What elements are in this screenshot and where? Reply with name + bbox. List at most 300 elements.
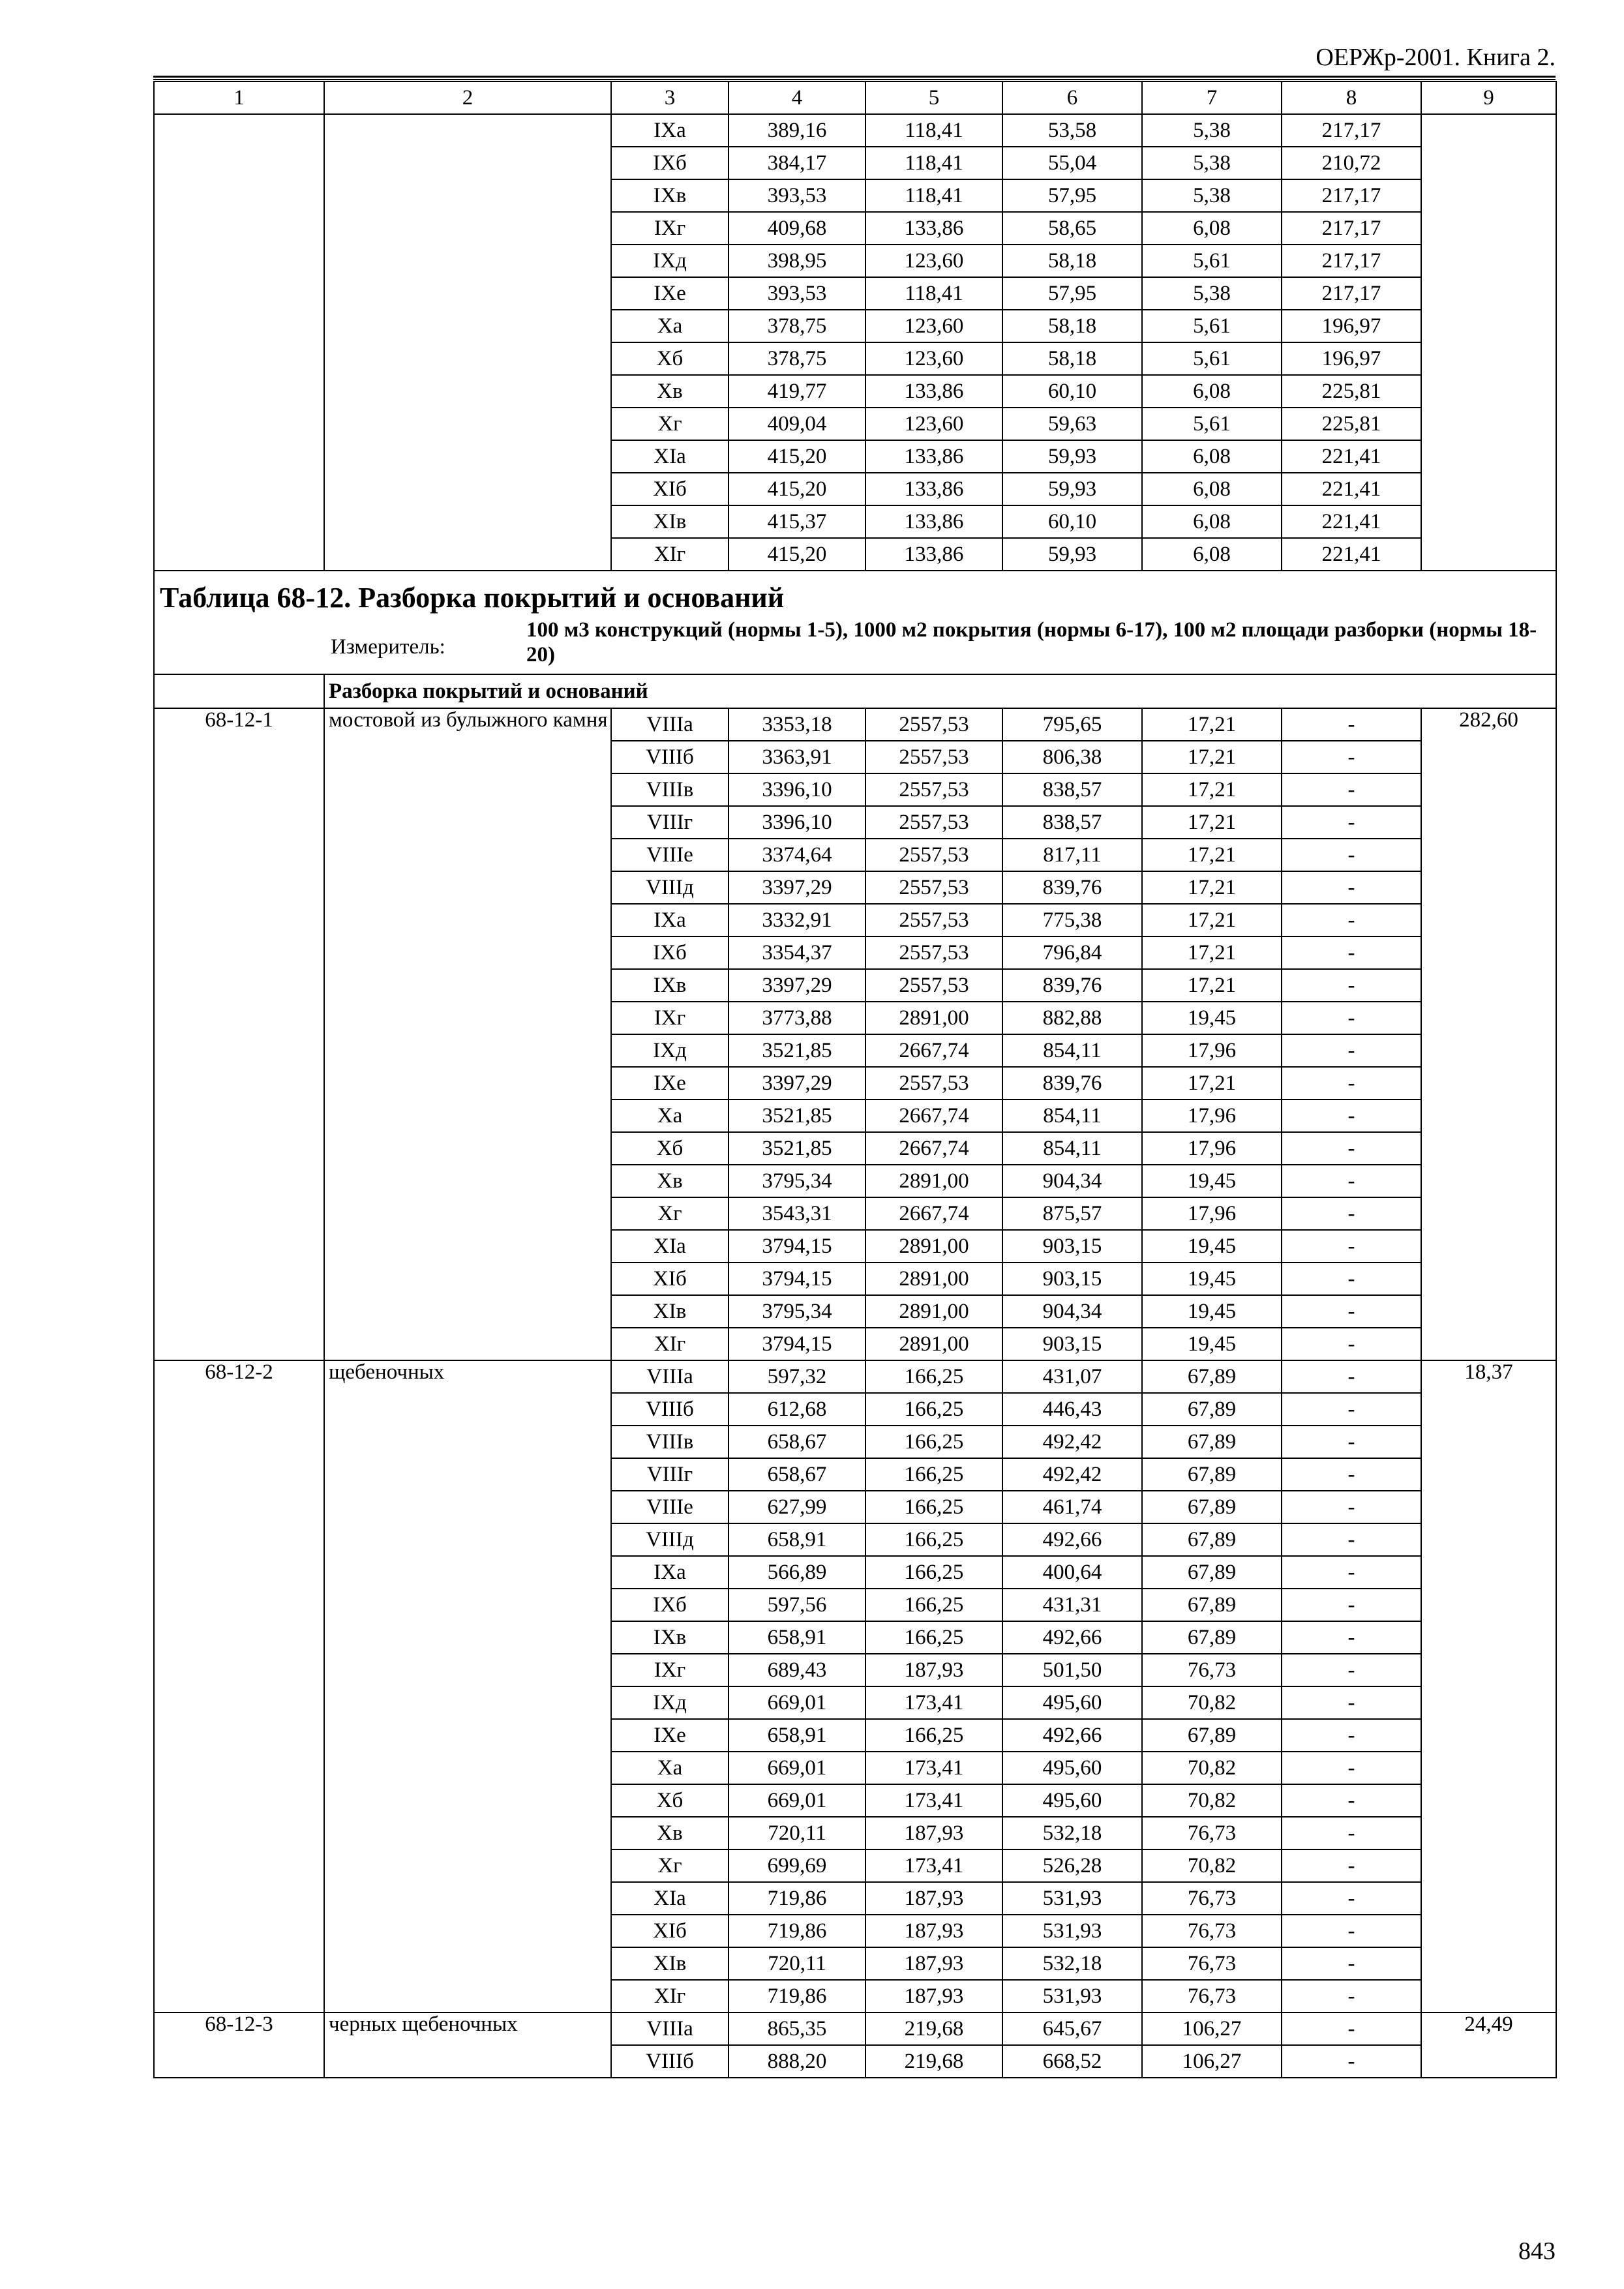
value-cell: IXг: [611, 1002, 729, 1034]
value-cell: 384,17: [729, 147, 865, 179]
value-cell: -: [1282, 1360, 1421, 1393]
value-cell: 76,73: [1142, 1654, 1282, 1686]
value-cell: 70,82: [1142, 1686, 1282, 1719]
value-cell: IXб: [611, 1589, 729, 1621]
value-cell: 720,11: [729, 1817, 865, 1849]
value-cell: 415,37: [729, 505, 865, 538]
value-cell: -: [1282, 741, 1421, 773]
value-cell: 612,68: [729, 1393, 865, 1426]
value-cell: XIб: [611, 1263, 729, 1295]
value-cell: 17,21: [1142, 839, 1282, 871]
value-cell: 2667,74: [865, 1197, 1002, 1230]
value-cell: 719,86: [729, 1915, 865, 1947]
value-cell: 17,96: [1142, 1034, 1282, 1067]
value-cell: -: [1282, 1621, 1421, 1654]
header-rule: [153, 79, 1556, 80]
value-cell: VIIIа: [611, 1360, 729, 1393]
value-cell: 57,95: [1002, 277, 1142, 310]
value-cell: 658,91: [729, 1621, 865, 1654]
value-cell: 492,66: [1002, 1719, 1142, 1752]
value-cell: -: [1282, 969, 1421, 1002]
value-cell: 2557,53: [865, 708, 1002, 741]
value-cell: 17,21: [1142, 708, 1282, 741]
value-cell: Xг: [611, 408, 729, 440]
code-cell: [154, 114, 324, 571]
name-cell: мостовой из булыжного камня: [324, 708, 611, 1360]
value-cell: 431,31: [1002, 1589, 1142, 1621]
value-cell: -: [1282, 871, 1421, 904]
value-cell: 904,34: [1002, 1295, 1142, 1328]
value-cell: 133,86: [865, 473, 1002, 505]
value-cell: 196,97: [1282, 310, 1421, 342]
value-cell: 106,27: [1142, 2012, 1282, 2045]
value-cell: 5,61: [1142, 245, 1282, 277]
value-cell: 817,11: [1002, 839, 1142, 871]
value-cell: 719,86: [729, 1980, 865, 2012]
value-cell: 106,27: [1142, 2045, 1282, 2078]
value-cell: IXд: [611, 245, 729, 277]
value-cell: XIг: [611, 1328, 729, 1360]
value-cell: VIIIг: [611, 806, 729, 839]
value-cell: 67,89: [1142, 1458, 1282, 1491]
value-cell: IXб: [611, 147, 729, 179]
value-cell: XIв: [611, 1295, 729, 1328]
measure-block: [155, 619, 1556, 674]
value-cell: -: [1282, 1002, 1421, 1034]
value-cell: -: [1282, 2012, 1421, 2045]
value-cell: -: [1282, 1295, 1421, 1328]
value-cell: -: [1282, 1165, 1421, 1197]
value-cell: 904,34: [1002, 1165, 1142, 1197]
value-cell: 627,99: [729, 1491, 865, 1523]
value-cell: VIIIа: [611, 708, 729, 741]
value-cell: 2891,00: [865, 1295, 1002, 1328]
value-cell: 2667,74: [865, 1034, 1002, 1067]
column-number-row: [154, 82, 1556, 114]
name-cell: [324, 114, 611, 571]
value-cell: 5,61: [1142, 342, 1282, 375]
value-cell: 495,60: [1002, 1784, 1142, 1817]
value-cell: Xб: [611, 1132, 729, 1165]
value-cell: 166,25: [865, 1719, 1002, 1752]
value-cell: 67,89: [1142, 1523, 1282, 1556]
value-cell: 2557,53: [865, 936, 1002, 969]
value-cell: 839,76: [1002, 969, 1142, 1002]
value-cell: 5,38: [1142, 179, 1282, 212]
value-cell: 531,93: [1002, 1882, 1142, 1915]
value-cell: 389,16: [729, 114, 865, 147]
value-cell: 17,96: [1142, 1197, 1282, 1230]
value-cell: 903,15: [1002, 1328, 1142, 1360]
code-cell: 68-12-3: [154, 2012, 324, 2078]
value-cell: 133,86: [865, 440, 1002, 473]
value-cell: -: [1282, 806, 1421, 839]
value-cell: 658,67: [729, 1458, 865, 1491]
value-cell: XIб: [611, 1915, 729, 1947]
value-cell: 221,41: [1282, 440, 1421, 473]
value-cell: 658,67: [729, 1426, 865, 1458]
value-cell: 415,20: [729, 538, 865, 571]
value-cell: 123,60: [865, 310, 1002, 342]
value-cell: 492,66: [1002, 1621, 1142, 1654]
value-cell: -: [1282, 904, 1421, 936]
value-cell: 196,97: [1282, 342, 1421, 375]
value-cell: 67,89: [1142, 1719, 1282, 1752]
value-cell: Xа: [611, 1100, 729, 1132]
col9-cell: 18,37: [1421, 1360, 1556, 2012]
value-cell: 3773,88: [729, 1002, 865, 1034]
value-cell: 532,18: [1002, 1817, 1142, 1849]
value-cell: 409,04: [729, 408, 865, 440]
value-cell: 58,65: [1002, 212, 1142, 245]
value-cell: IXг: [611, 212, 729, 245]
value-cell: 221,41: [1282, 538, 1421, 571]
value-cell: 76,73: [1142, 1915, 1282, 1947]
value-cell: 903,15: [1002, 1263, 1142, 1295]
value-cell: 217,17: [1282, 277, 1421, 310]
value-cell: 415,20: [729, 440, 865, 473]
value-cell: 2557,53: [865, 806, 1002, 839]
value-cell: 526,28: [1002, 1849, 1142, 1882]
value-cell: 2891,00: [865, 1328, 1002, 1360]
measure-row: [154, 619, 1556, 674]
value-cell: 67,89: [1142, 1426, 1282, 1458]
value-cell: VIIIг: [611, 1458, 729, 1491]
value-cell: 19,45: [1142, 1002, 1282, 1034]
value-cell: -: [1282, 1328, 1421, 1360]
value-cell: Xа: [611, 310, 729, 342]
value-cell: 76,73: [1142, 1980, 1282, 2012]
value-cell: 3396,10: [729, 773, 865, 806]
value-cell: 210,72: [1282, 147, 1421, 179]
value-cell: 67,89: [1142, 1360, 1282, 1393]
value-cell: -: [1282, 1784, 1421, 1817]
value-cell: 531,93: [1002, 1915, 1142, 1947]
value-cell: VIIIа: [611, 2012, 729, 2045]
value-cell: 166,25: [865, 1393, 1002, 1426]
value-cell: 400,64: [1002, 1556, 1142, 1589]
value-cell: 531,93: [1002, 1980, 1142, 2012]
value-cell: 6,08: [1142, 473, 1282, 505]
value-cell: 5,61: [1142, 310, 1282, 342]
value-cell: -: [1282, 773, 1421, 806]
value-cell: 2891,00: [865, 1263, 1002, 1295]
value-cell: 378,75: [729, 310, 865, 342]
value-cell: 3332,91: [729, 904, 865, 936]
value-cell: XIа: [611, 1230, 729, 1263]
column-number: 8: [1282, 82, 1421, 114]
value-cell: 2667,74: [865, 1100, 1002, 1132]
value-cell: 133,86: [865, 375, 1002, 408]
value-cell: 17,21: [1142, 741, 1282, 773]
value-cell: 806,38: [1002, 741, 1142, 773]
value-cell: Xг: [611, 1849, 729, 1882]
value-cell: 882,88: [1002, 1002, 1142, 1034]
value-cell: -: [1282, 936, 1421, 969]
value-cell: 67,89: [1142, 1589, 1282, 1621]
column-number: 1: [154, 82, 324, 114]
value-cell: 187,93: [865, 1947, 1002, 1980]
value-cell: 67,89: [1142, 1491, 1282, 1523]
value-cell: 70,82: [1142, 1784, 1282, 1817]
value-cell: -: [1282, 1719, 1421, 1752]
value-cell: 597,56: [729, 1589, 865, 1621]
value-cell: 669,01: [729, 1752, 865, 1784]
value-cell: -: [1282, 1132, 1421, 1165]
value-cell: 17,21: [1142, 969, 1282, 1002]
table-title-row: [154, 571, 1556, 619]
value-cell: 3794,15: [729, 1328, 865, 1360]
value-cell: 59,93: [1002, 538, 1142, 571]
value-cell: -: [1282, 1849, 1421, 1882]
value-cell: 795,65: [1002, 708, 1142, 741]
value-cell: -: [1282, 1230, 1421, 1263]
code-cell: 68-12-2: [154, 1360, 324, 2012]
value-cell: 3353,18: [729, 708, 865, 741]
value-cell: 2891,00: [865, 1002, 1002, 1034]
value-cell: IXд: [611, 1686, 729, 1719]
table-row: [154, 1360, 1556, 1393]
value-cell: 2891,00: [865, 1165, 1002, 1197]
header-title: ОЕРЖр-2001. Книга 2.: [1316, 44, 1556, 71]
value-cell: -: [1282, 1947, 1421, 1980]
value-cell: 173,41: [865, 1686, 1002, 1719]
value-cell: IXа: [611, 904, 729, 936]
value-cell: 58,18: [1002, 245, 1142, 277]
value-cell: -: [1282, 1556, 1421, 1589]
value-cell: 133,86: [865, 212, 1002, 245]
value-cell: 59,93: [1002, 473, 1142, 505]
value-cell: 2557,53: [865, 1067, 1002, 1100]
value-cell: -: [1282, 708, 1421, 741]
value-cell: 3354,37: [729, 936, 865, 969]
value-cell: 398,95: [729, 245, 865, 277]
value-cell: 17,21: [1142, 806, 1282, 839]
value-cell: -: [1282, 1523, 1421, 1556]
value-cell: 875,57: [1002, 1197, 1142, 1230]
value-cell: -: [1282, 1752, 1421, 1784]
value-cell: 17,21: [1142, 773, 1282, 806]
value-cell: 3795,34: [729, 1295, 865, 1328]
value-cell: 492,42: [1002, 1458, 1142, 1491]
value-cell: 3521,85: [729, 1132, 865, 1165]
value-cell: 3397,29: [729, 1067, 865, 1100]
value-cell: 2557,53: [865, 871, 1002, 904]
value-cell: 3397,29: [729, 969, 865, 1002]
table-row: [154, 114, 1556, 147]
value-cell: 19,45: [1142, 1263, 1282, 1295]
value-cell: 133,86: [865, 538, 1002, 571]
value-cell: XIв: [611, 1947, 729, 1980]
value-cell: 3521,85: [729, 1034, 865, 1067]
value-cell: 17,21: [1142, 904, 1282, 936]
value-cell: 419,77: [729, 375, 865, 408]
value-cell: 5,61: [1142, 408, 1282, 440]
value-cell: IXв: [611, 1621, 729, 1654]
value-cell: 76,73: [1142, 1882, 1282, 1915]
value-cell: 658,91: [729, 1523, 865, 1556]
value-cell: 2667,74: [865, 1132, 1002, 1165]
value-cell: 187,93: [865, 1915, 1002, 1947]
value-cell: 903,15: [1002, 1230, 1142, 1263]
col9-cell: 282,60: [1421, 708, 1556, 1360]
value-cell: IXа: [611, 114, 729, 147]
column-number: 5: [865, 82, 1002, 114]
value-cell: VIIIб: [611, 741, 729, 773]
value-cell: 492,42: [1002, 1426, 1142, 1458]
value-cell: 2557,53: [865, 969, 1002, 1002]
value-cell: VIIIе: [611, 1491, 729, 1523]
column-number: 7: [1142, 82, 1282, 114]
value-cell: 217,17: [1282, 212, 1421, 245]
value-cell: 55,04: [1002, 147, 1142, 179]
value-cell: 2891,00: [865, 1230, 1002, 1263]
value-cell: 58,18: [1002, 342, 1142, 375]
column-number: 6: [1002, 82, 1142, 114]
value-cell: 70,82: [1142, 1752, 1282, 1784]
value-cell: 173,41: [865, 1752, 1002, 1784]
value-cell: 6,08: [1142, 440, 1282, 473]
value-cell: -: [1282, 1654, 1421, 1686]
value-cell: 2557,53: [865, 741, 1002, 773]
value-cell: 796,84: [1002, 936, 1142, 969]
value-cell: XIа: [611, 1882, 729, 1915]
value-cell: VIIIб: [611, 2045, 729, 2078]
value-cell: 118,41: [865, 179, 1002, 212]
code-cell: 68-12-1: [154, 708, 324, 1360]
value-cell: 219,68: [865, 2012, 1002, 2045]
value-cell: 166,25: [865, 1491, 1002, 1523]
value-cell: 221,41: [1282, 473, 1421, 505]
value-cell: VIIIд: [611, 871, 729, 904]
value-cell: Xб: [611, 1784, 729, 1817]
column-number: 3: [611, 82, 729, 114]
column-number: 4: [729, 82, 865, 114]
value-cell: 669,01: [729, 1686, 865, 1719]
value-cell: 393,53: [729, 179, 865, 212]
value-cell: 3363,91: [729, 741, 865, 773]
value-cell: 720,11: [729, 1947, 865, 1980]
value-cell: 409,68: [729, 212, 865, 245]
value-cell: 187,93: [865, 1980, 1002, 2012]
value-cell: 217,17: [1282, 245, 1421, 277]
value-cell: 566,89: [729, 1556, 865, 1589]
value-cell: XIб: [611, 473, 729, 505]
value-cell: -: [1282, 1882, 1421, 1915]
col9-cell: [1421, 114, 1556, 571]
column-number: 2: [324, 82, 611, 114]
value-cell: 17,21: [1142, 871, 1282, 904]
value-cell: 719,86: [729, 1882, 865, 1915]
value-cell: 70,82: [1142, 1849, 1282, 1882]
page-number: 843: [1518, 2237, 1556, 2265]
value-cell: -: [1282, 1067, 1421, 1100]
value-cell: 19,45: [1142, 1230, 1282, 1263]
measure-cell: [154, 619, 1556, 674]
section-spacer: [154, 674, 324, 708]
value-cell: 187,93: [865, 1817, 1002, 1849]
value-cell: 67,89: [1142, 1556, 1282, 1589]
name-cell: щебеночных: [324, 1360, 611, 2012]
value-cell: IXе: [611, 277, 729, 310]
value-cell: 225,81: [1282, 408, 1421, 440]
value-cell: 495,60: [1002, 1752, 1142, 1784]
section-row: [154, 674, 1556, 708]
value-cell: 5,38: [1142, 277, 1282, 310]
value-cell: 431,07: [1002, 1360, 1142, 1393]
value-cell: 133,86: [865, 505, 1002, 538]
value-cell: 597,32: [729, 1360, 865, 1393]
value-cell: 3396,10: [729, 806, 865, 839]
name-cell: черных щебеночных: [324, 2012, 611, 2078]
value-cell: -: [1282, 1915, 1421, 1947]
value-cell: VIIIв: [611, 1426, 729, 1458]
value-cell: 118,41: [865, 114, 1002, 147]
value-cell: XIг: [611, 1980, 729, 2012]
value-cell: 5,38: [1142, 147, 1282, 179]
value-cell: XIа: [611, 440, 729, 473]
value-cell: 76,73: [1142, 1817, 1282, 1849]
value-cell: Xв: [611, 375, 729, 408]
table-row: [154, 708, 1556, 741]
value-cell: 19,45: [1142, 1295, 1282, 1328]
measure-label: Измеритель:: [331, 635, 445, 659]
value-cell: 187,93: [865, 1882, 1002, 1915]
value-cell: 19,45: [1142, 1328, 1282, 1360]
norms-table: [153, 81, 1557, 2078]
value-cell: 6,08: [1142, 538, 1282, 571]
value-cell: 59,63: [1002, 408, 1142, 440]
value-cell: 446,43: [1002, 1393, 1142, 1426]
value-cell: 173,41: [865, 1784, 1002, 1817]
value-cell: 393,53: [729, 277, 865, 310]
value-cell: 57,95: [1002, 179, 1142, 212]
value-cell: -: [1282, 1980, 1421, 2012]
value-cell: 219,68: [865, 2045, 1002, 2078]
value-cell: 501,50: [1002, 1654, 1142, 1686]
value-cell: -: [1282, 1817, 1421, 1849]
value-cell: -: [1282, 839, 1421, 871]
value-cell: 166,25: [865, 1426, 1002, 1458]
value-cell: -: [1282, 1197, 1421, 1230]
value-cell: 532,18: [1002, 1947, 1142, 1980]
page-header: [153, 37, 1556, 78]
value-cell: 378,75: [729, 342, 865, 375]
value-cell: IXг: [611, 1654, 729, 1686]
value-cell: 888,20: [729, 2045, 865, 2078]
col9-cell: 24,49: [1421, 2012, 1556, 2078]
value-cell: 60,10: [1002, 375, 1142, 408]
value-cell: 2557,53: [865, 839, 1002, 871]
value-cell: 123,60: [865, 408, 1002, 440]
value-cell: 17,21: [1142, 1067, 1282, 1100]
value-cell: VIIIд: [611, 1523, 729, 1556]
measure-value: 100 м3 конструкций (нормы 1-5), 1000 м2 покрытия (нормы 6-17), 100 м2 площади разборки (нормы 18-20): [526, 619, 1537, 666]
value-cell: IXе: [611, 1719, 729, 1752]
value-cell: 775,38: [1002, 904, 1142, 936]
value-cell: IXб: [611, 936, 729, 969]
value-cell: -: [1282, 1589, 1421, 1621]
value-cell: 839,76: [1002, 1067, 1142, 1100]
value-cell: 5,38: [1142, 114, 1282, 147]
table-title: Таблица 68-12. Разборка покрытий и оснований: [154, 571, 1556, 619]
value-cell: 838,57: [1002, 806, 1142, 839]
value-cell: 217,17: [1282, 179, 1421, 212]
value-cell: -: [1282, 1426, 1421, 1458]
value-cell: 118,41: [865, 277, 1002, 310]
value-cell: 17,96: [1142, 1132, 1282, 1165]
column-number: 9: [1421, 82, 1556, 114]
